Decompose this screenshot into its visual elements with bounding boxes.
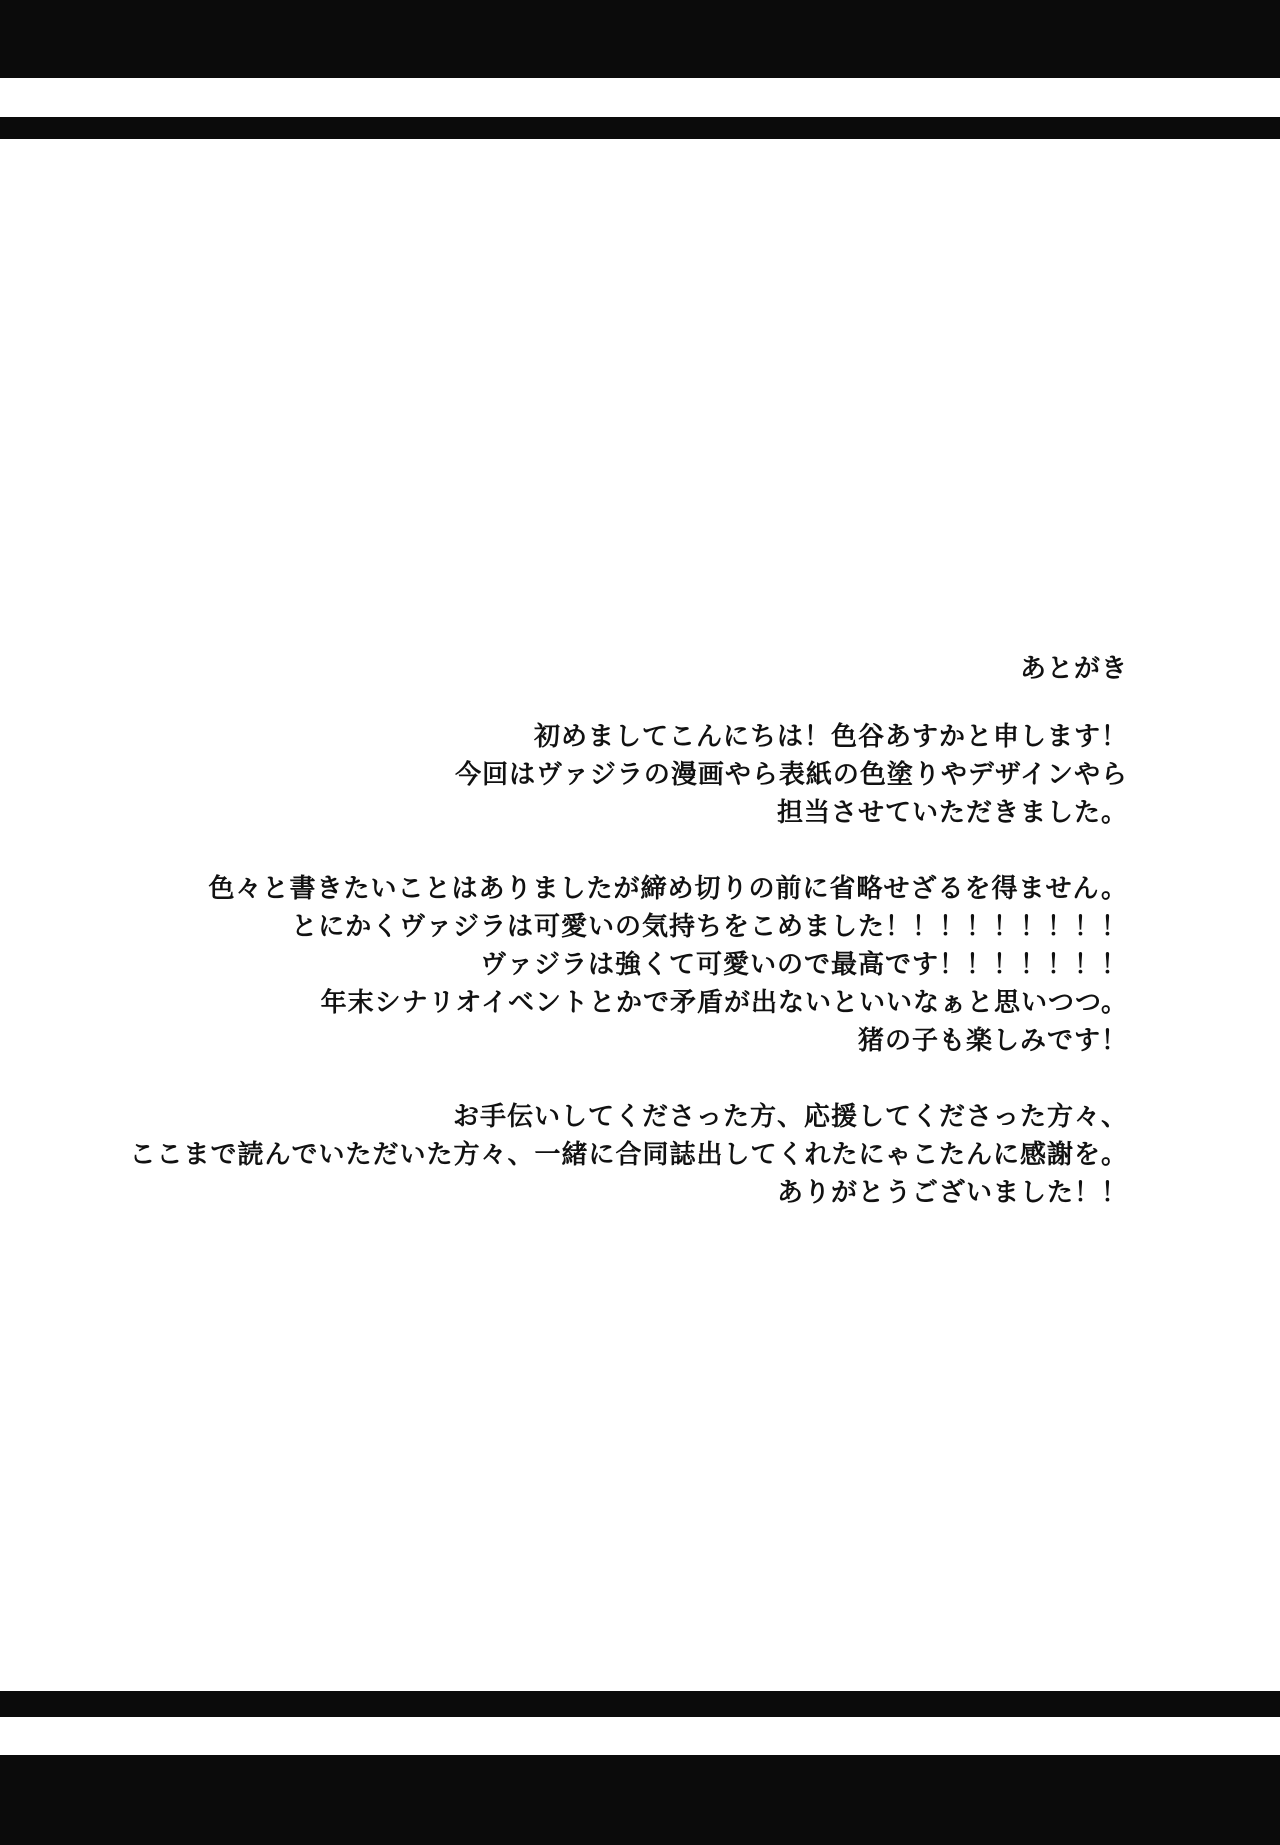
text-line: ありがとうございました！！: [776, 1178, 1128, 1208]
text-line: とにかくヴァジラは可愛いの気持ちをこめました！！！！！！！！！: [291, 912, 1128, 942]
bottom-frame-rule: [0, 1691, 1280, 1717]
afterword-paragraph-2: [68, 870, 1128, 1060]
bottom-frame-band: [0, 1755, 1280, 1845]
text-line: 初めましてこんにちは！色谷あすかと申します！: [533, 722, 1128, 752]
afterword-title: あとがき: [1019, 654, 1128, 684]
text-line: 色々と書きたいことはありましたが締め切りの前に省略せざるを得ません。: [208, 874, 1128, 904]
text-line: お手伝いしてくださった方、応援してくださった方々、: [452, 1102, 1128, 1132]
afterword-section: [68, 650, 1128, 1250]
top-frame-band: [0, 0, 1280, 78]
text-line: ここまで読んでいただいた方々、一緒に合同誌出してくれたにゃこたんに感謝を。: [129, 1140, 1128, 1170]
top-frame-rule: [0, 117, 1280, 139]
text-line: 年末シナリオイベントとかで矛盾が出ないといいなぁと思いつつ。: [320, 988, 1128, 1018]
afterword-paragraph-1: [68, 718, 1128, 832]
afterword-paragraph-3: [68, 1098, 1128, 1212]
text-line: ヴァジラは強くて可愛いので最高です！！！！！！！: [480, 950, 1128, 980]
text-line: 今回はヴァジラの漫画やら表紙の色塗りやデザインやら: [455, 760, 1128, 790]
text-line: 猪の子も楽しみです！: [857, 1026, 1128, 1056]
text-line: 担当させていただきました。: [776, 798, 1128, 828]
